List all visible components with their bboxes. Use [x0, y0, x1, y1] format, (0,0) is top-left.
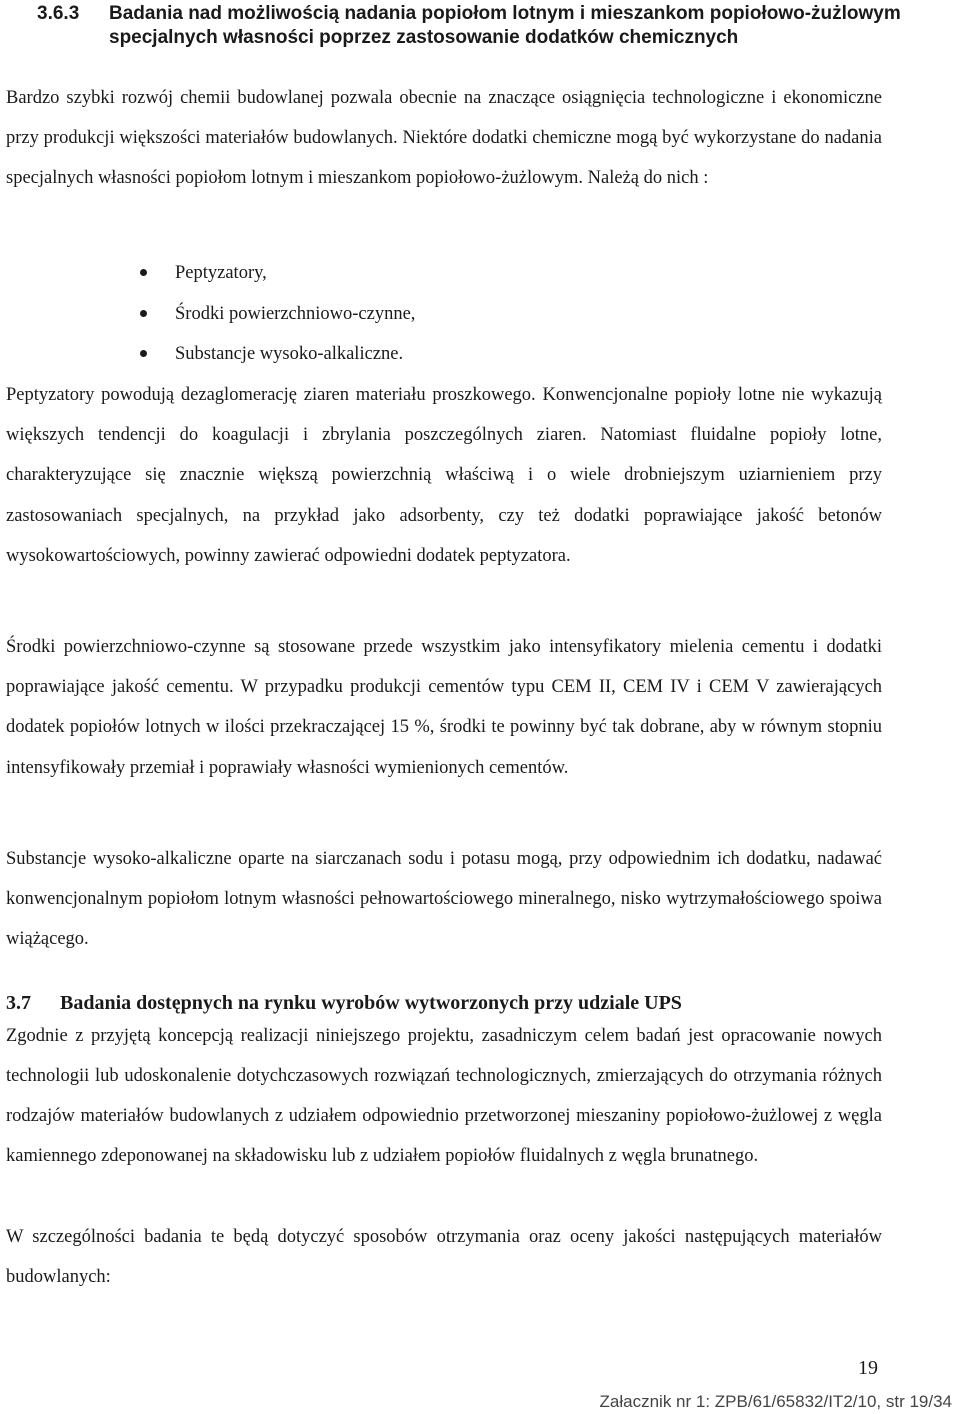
- list-item: Substancje wysoko-alkaliczne.: [140, 334, 415, 375]
- additives-list: [140, 253, 415, 375]
- section-title: Badania dostępnych na rynku wyrobów wytworzonych przy udziale UPS: [60, 992, 682, 1014]
- page-number: 19: [858, 1357, 878, 1379]
- peptyzatory-paragraph: Peptyzatory powodują dezaglomerację ziaren materiału proszkowego. Konwencjonalne popioły lotne nie wykazują większych tendencji do koagulacji i zbrylania poszczególnych ziaren. Natomiast fluidalne popioły lotne, charakteryzujące się znacznie większą powierzchnią właściwą i o wiele drobniejszym uziarnieniem przy zastosowaniach specjalnych, na przykład jako adsorbenty, czy też dodatki poprawiające jakość betonów wysokowartościowych, powinny zawierać odpowiedni dodatek peptyzatora.: [6, 385, 882, 566]
- section-number: 3.7: [6, 992, 31, 1014]
- substancje-paragraph: Substancje wysoko-alkaliczne oparte na siarczanach sodu i potasu mogą, przy odpowiednim ich dodatku, nadawać konwencjonalnym popiołom lotnym własności pełnowartościowego mineralnego, nisko wytrzymałościowego spoiwa wiążącego.: [6, 849, 882, 950]
- list-item: Środki powierzchniowo-czynne,: [140, 294, 415, 335]
- section-number: 3.6.3: [37, 3, 80, 24]
- srodki-paragraph: Środki powierzchniowo-czynne są stosowane przede wszystkim jako intensyfikatory mielenia cementu i dodatki poprawiające jakość cementu. W przypadku produkcji cementów typu CEM II, CEM IV i CEM V zawierających dodatek popiołów lotnych w ilości przekraczającej 15 %, środki te powinny być tak dobrane, aby w równym stopniu intensyfikowały przemiał i poprawiały własności wymienionych cementów.: [6, 637, 882, 778]
- section-3-7-paragraph-2: W szczególności badania te będą dotyczyć sposobów otrzymania oraz oceny jakości następujących materiałów budowlanych:: [6, 1227, 882, 1287]
- intro-paragraph: Bardzo szybki rozwój chemii budowlanej pozwala obecnie na znaczące osiągnięcia technologiczne i ekonomiczne przy produkcji większości materiałów budowlanych. Niektóre dodatki chemiczne mogą być wykorzystane do nadania specjalnych własności popiołom lotnym i mieszankom popiołowo-żużlowym. Należą do nich :: [6, 88, 882, 189]
- section-title: Badania nad możliwością nadania popiołom lotnym i mieszankom popiołowo-żużlowym specjalnych własności poprzez zastosowanie dodatków chemicznych: [109, 3, 901, 48]
- section-3-7-paragraph-1: Zgodnie z przyjętą koncepcją realizacji niniejszego projektu, zasadniczym celem badań jest opracowanie nowych technologii lub udoskonalenie dotychczasowych rozwiązań technologicznych, zmierzających do otrzymania różnych rodzajów materiałów budowlanych z udziałem odpowiednio przetworzonej mieszaniny popiołowo-żużlowej z węgla kamiennego zdeponowanej na składowisku lub z udziałem popiołów fluidalnych z węgla brunatnego.: [6, 1026, 882, 1166]
- list-item: Peptyzatory,: [140, 253, 415, 294]
- footer-reference: Załacznik nr 1: ZPB/61/65832/IT2/10, str 19/34: [599, 1392, 952, 1411]
